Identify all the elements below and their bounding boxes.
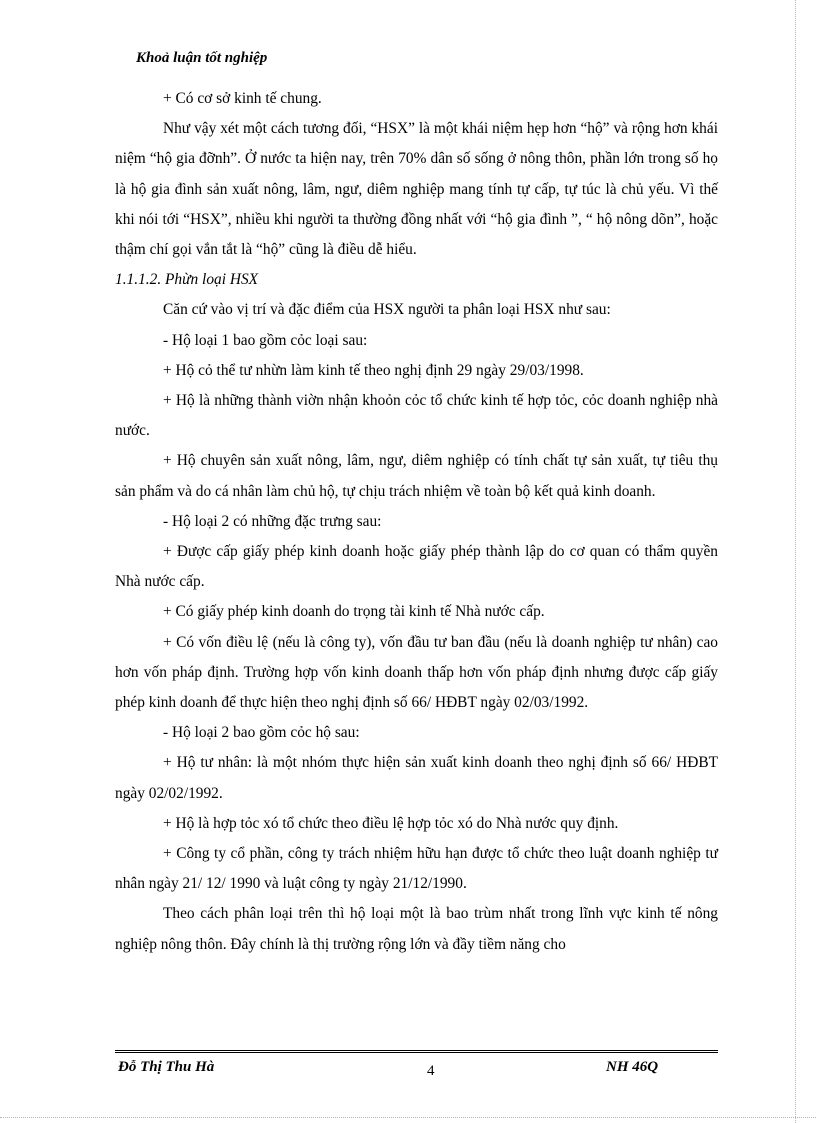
footer-rule: [115, 1052, 718, 1053]
paragraph: + Được cấp giấy phép kinh doanh hoặc giấy phép thành lập do cơ quan có thẩm quyền Nhà nước cấp.: [115, 543, 718, 591]
page-edge-right: [795, 0, 796, 1123]
running-header: Khoả luận tốt nghiệp: [136, 50, 268, 66]
section-heading: 1.1.1.2. Phừn loại HSX: [115, 271, 259, 289]
paragraph: + Hộ là hợp tỏc xó tổ chức theo điều lệ hợp tỏc xó do Nhà nước quy định.: [163, 814, 619, 832]
paragraph: Như vậy xét một cách tương đối, “HSX” là một khái niệm hẹp hơn “hộ” và rộng hơn khái niệm “hộ gia đỡnh”. Ở nước ta hiện nay, trên 70% dân số sống ở nông thôn, phần lớn trong số họ là hộ gia đình sản xuất nông, lâm, ngư, diêm nghiệp mang tính tự cấp, tự túc là chủ yếu. Vì thế khi nói tới “HSX”, nhiều khi người ta thường đồng nhất với “hộ gia đình ”, “ hộ nông dõn”, hoặc thậm chí gọi vắn tắt là “hộ” cũng là điều dễ hiểu.: [115, 120, 718, 259]
paragraph: + Hộ tư nhân: là một nhóm thực hiện sản xuất kinh doanh theo nghị định số 66/ HĐBT ngày 02/02/1992.: [115, 754, 718, 802]
paragraph: - Hộ loại 1 bao gồm cỏc loại sau:: [163, 331, 368, 349]
footer-rule: [115, 1050, 718, 1051]
footer-author: Đỗ Thị Thu Hà: [118, 1059, 215, 1075]
body-text: [115, 84, 718, 960]
paragraph: Căn cứ vào vị trí và đặc điểm của HSX người ta phân loại HSX như sau:: [163, 301, 611, 319]
footer-class-code: NH 46Q: [606, 1059, 659, 1075]
paragraph: + Hộ cỏ thể tư nhừn làm kinh tế theo nghị định 29 ngày 29/03/1998.: [163, 361, 584, 379]
paragraph: + Công ty cổ phần, công ty trách nhiệm hữu hạn được tổ chức theo luật doanh nghiệp tư nhân ngày 21/ 12/ 1990 và luật công ty ngày 21/12/1990.: [115, 845, 718, 893]
paragraph: + Có vốn điều lệ (nếu là công ty), vốn đầu tư ban đầu (nếu là doanh nghiệp tư nhân) cao hơn vốn pháp định. Trường hợp vốn kinh doanh thấp hơn vốn pháp định nhưng được cấp giấy phép kinh doanh để thực hiện theo nghị định số 66/ HĐBT ngày 02/03/1992.: [115, 633, 718, 712]
paragraph: - Hộ loại 2 có những đặc trưng sau:: [163, 512, 382, 530]
page-edge-bottom: [0, 1117, 816, 1118]
paragraph: + Có giấy phép kinh doanh do trọng tài kinh tế Nhà nước cấp.: [163, 603, 545, 621]
paragraph: + Hộ chuyên sản xuất nông, lâm, ngư, diêm nghiệp có tính chất tự sản xuất, tự tiêu thụ sản phẩm và do cá nhân làm chủ hộ, tự chịu trách nhiệm về toàn bộ kết quả kinh doanh.: [115, 452, 718, 500]
paragraph: - Hộ loại 2 bao gồm cỏc hộ sau:: [163, 724, 360, 742]
page-number: 4: [427, 1063, 435, 1079]
paragraph: + Hộ là những thành viờn nhận khoỏn cỏc tổ chức kinh tế hợp tỏc, cỏc doanh nghiệp nhà nước.: [115, 392, 718, 440]
paragraph: Theo cách phân loại trên thì hộ loại một là bao trùm nhất trong lĩnh vực kinh tế nông nghiệp nông thôn. Đây chính là thị trường rộng lớn và đầy tiềm năng cho: [115, 905, 718, 953]
paragraph: + Có cơ sở kinh tế chung.: [163, 90, 322, 107]
